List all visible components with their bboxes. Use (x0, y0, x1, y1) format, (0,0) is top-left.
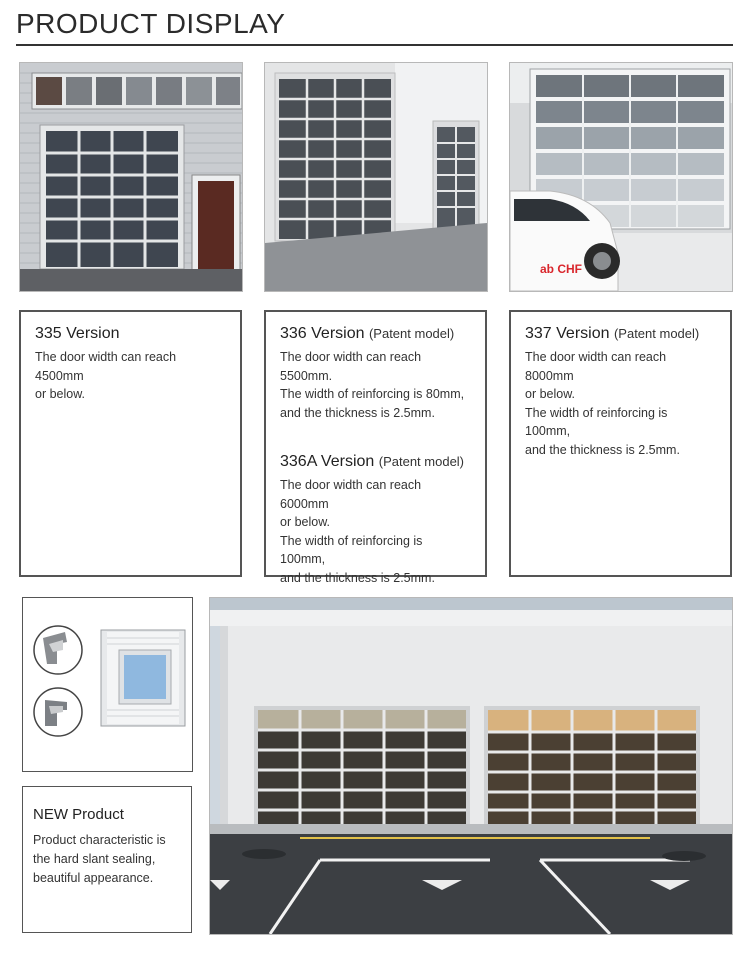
garage-door-warehouse-photo (19, 62, 243, 292)
version-description: The door width can reach 8000mm or below. The width of reinforcing is 100mm, and the thickness is 2.5mm. (525, 350, 680, 457)
version-card-336 (264, 310, 487, 585)
version-description: The door width can reach 4500mm or below. (35, 350, 177, 401)
version-card-335 (19, 310, 242, 577)
version-title (280, 452, 471, 472)
garage-door-showroom-photo (264, 62, 488, 292)
version-name: 337 Version (525, 325, 610, 342)
car-sticker-text: ab CHF (540, 262, 582, 276)
version-title (525, 324, 716, 344)
version-title (35, 324, 226, 344)
new-product-card (22, 786, 192, 933)
version-description: The door width can reach 5500mm. The width of reinforcing is 80mm, and the thickness is 2.5mm. (280, 350, 465, 420)
new-product-description: Product characteristic is the hard slant sealing, beautiful appearance. (33, 833, 166, 885)
title-divider (16, 44, 733, 46)
version-name: 336 Version (280, 325, 365, 342)
version-description: The door width can reach 6000mm or below. The width of reinforcing is 100mm, and the thickness is 2.5mm. (280, 478, 435, 585)
new-product-title: NEW Product (33, 806, 124, 823)
page-title: PRODUCT DISPLAY (16, 8, 286, 39)
patent-label: (Patent model) (368, 326, 455, 341)
door-profile-cross-section-image (22, 597, 193, 772)
version-name: 335 Version (35, 325, 120, 342)
version-card-337 (509, 310, 732, 577)
version-title (280, 324, 471, 344)
double-glass-door-building-photo (209, 597, 733, 935)
patent-label: (Patent model) (378, 454, 465, 469)
patent-label: (Patent model) (613, 326, 700, 341)
version-name: 336A Version (280, 453, 375, 470)
garage-door-car-photo (509, 62, 733, 292)
